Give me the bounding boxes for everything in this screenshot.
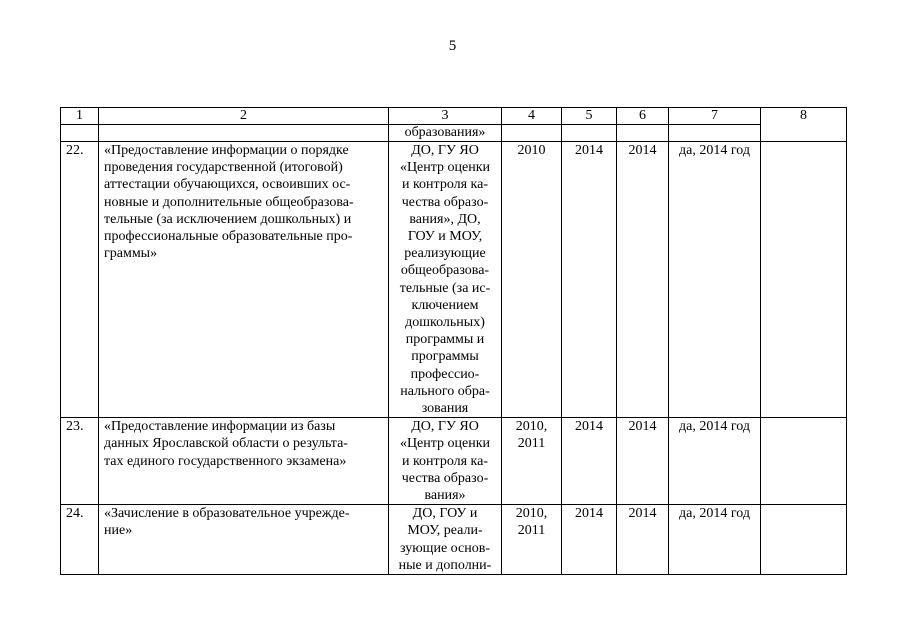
service-name-line: данных Ярославской области о результа- [104, 436, 348, 452]
col7-status: да, 2014 год [669, 505, 761, 575]
col8-note [761, 505, 847, 575]
services-table [60, 107, 847, 575]
header-cell-5: 5 [562, 108, 617, 125]
service-name [99, 505, 389, 575]
row-number: 24. [61, 505, 99, 575]
header-cell-3: 3 [389, 108, 502, 125]
executor-line: зования [421, 401, 469, 417]
executor [389, 142, 502, 418]
header-cell-2: 2 [99, 108, 389, 125]
col6-year: 2014 [617, 505, 669, 575]
service-name-line: профессиональные образовательные про- [104, 229, 353, 245]
service-name [99, 142, 389, 418]
executor-line: ГОУ и МОУ, [407, 229, 483, 245]
executor-line: дошкольных) [405, 315, 485, 331]
service-name-line: тах единого государственного экзамена» [104, 453, 347, 469]
col7-status: да, 2014 год [669, 142, 761, 418]
executor-line: чества образо- [401, 470, 489, 486]
executor-line: ключением [411, 297, 479, 313]
service-name-line: проведения государственной (итоговой) [104, 160, 343, 176]
executor-line: вания», ДО, [409, 211, 481, 227]
table-row [61, 505, 847, 575]
header-cell-1: 1 [61, 108, 99, 125]
stage-year-line: 2011 [517, 523, 546, 539]
page-number: 5 [448, 38, 457, 54]
executor-line: МОУ, реали- [407, 523, 483, 539]
executor [389, 418, 502, 505]
stage-year [502, 505, 562, 575]
col5-year: 2014 [562, 142, 617, 418]
stage-year-line: 2011 [517, 436, 546, 452]
cont-cell-4 [502, 125, 562, 142]
cont-cell-5 [562, 125, 617, 142]
service-name [99, 418, 389, 505]
table-row [61, 142, 847, 418]
executor-line: профессио- [410, 366, 480, 382]
col5-year: 2014 [562, 418, 617, 505]
executor-line: и контроля ка- [401, 453, 489, 469]
cont-cell-2 [99, 125, 389, 142]
executor-line: тельные (за ис- [399, 280, 491, 296]
header-cell-7: 7 [669, 108, 761, 125]
executor-line: программы [411, 349, 479, 365]
col6-year: 2014 [617, 418, 669, 505]
service-name-line: «Предоставление информации о порядке [104, 143, 349, 158]
cont-cell-1 [61, 125, 99, 142]
cont-cell-6 [617, 125, 669, 142]
executor-line: «Центр оценки [399, 160, 491, 176]
executor-line: и контроля ка- [401, 177, 489, 193]
executor-line: «Центр оценки [399, 436, 491, 452]
stage-year [502, 418, 562, 505]
row-number: 23. [61, 418, 99, 505]
executor-line: ные и дополни- [398, 557, 492, 573]
stage-year-line: 2010, [515, 506, 548, 522]
service-name-line: «Предоставление информации из базы [104, 419, 336, 435]
cont-cell-7 [669, 125, 761, 142]
service-name-line: аттестации обучающихся, освоивших ос- [104, 177, 351, 193]
service-name-line: тельные (за исключением дошкольных) и [104, 211, 352, 227]
service-name-line: «Зачисление в образовательное учрежде- [104, 506, 350, 522]
table-body [61, 142, 847, 575]
header-cell-6: 6 [617, 108, 669, 125]
executor-line: ДО, ГОУ и [412, 506, 478, 522]
header-cell-4: 4 [502, 108, 562, 125]
service-name-line: новные и дополнительные общеобразова- [104, 194, 354, 210]
table-header-row [61, 108, 847, 125]
table-row [61, 418, 847, 505]
cont-cell-8 [761, 125, 847, 142]
executor-line: зующие основ- [399, 540, 490, 556]
row-number: 22. [61, 142, 99, 418]
executor-line: нального обра- [400, 383, 490, 399]
executor-line: ДО, ГУ ЯО [411, 143, 479, 158]
service-name-line: ние» [104, 523, 133, 539]
service-name-line: граммы» [104, 246, 158, 262]
stage-year-line: 2010 [517, 143, 546, 158]
col6-year: 2014 [617, 142, 669, 418]
col8-note [761, 418, 847, 505]
executor-line: реализующие [404, 246, 486, 262]
col8-note [761, 142, 847, 418]
executor [389, 505, 502, 575]
col5-year: 2014 [562, 505, 617, 575]
executor-line: чества образо- [401, 194, 489, 210]
stage-year [502, 142, 562, 418]
col7-status: да, 2014 год [669, 418, 761, 505]
continuation-row [61, 125, 847, 142]
executor-line: вания» [424, 488, 466, 504]
header-cell-8: 8 [761, 108, 847, 125]
executor-line: ДО, ГУ ЯО [411, 419, 479, 435]
cont-cell-3: образования» [389, 125, 502, 142]
stage-year-line: 2010, [515, 419, 548, 435]
executor-line: общеобразова- [400, 263, 490, 279]
executor-line: программы и [405, 332, 485, 348]
